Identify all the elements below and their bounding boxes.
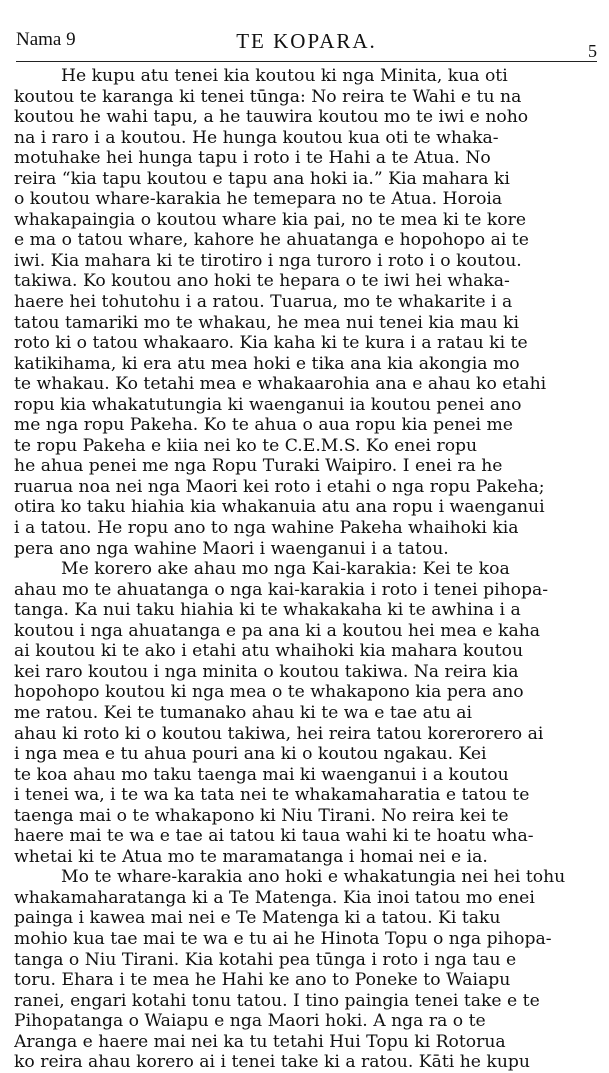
text-line: motuhake hei hunga tapu i roto i te Hahi a te Atua. No	[14, 148, 491, 169]
text-line: Me korero ake ahau mo nga Kai-karakia: Kei te koa	[61, 559, 510, 580]
text-line: tanga o Niu Tirani. Kia kotahi pea tūnga i roto i nga tau e	[14, 949, 517, 970]
text-line: te whakau. Ko tetahi mea e whakaarohia ana e ahau ko etahi	[14, 374, 547, 395]
page-number: 5	[588, 41, 597, 61]
text-line: hopohopo koutou ki nga mea o te whakapono kia pera ano	[14, 682, 524, 703]
text-line: katikihama, ki era atu mea hoki e tika ana kia akongia mo	[14, 353, 520, 374]
text-line: na i raro i a koutou. He hunga koutou kua oti te whaka-	[14, 127, 499, 148]
text-line: Mo te whare-karakia ano hoki e whakatungia nei hei tohu	[61, 867, 566, 888]
text-line: ranei, engari kotahi tonu tatou. I tino paingia tenei take e te	[14, 990, 540, 1011]
text-line: haere mai te wa e tae ai tatou ki taua wahi ki te hoatu wha-	[14, 826, 534, 847]
text-line: i a tatou. He ropu ano to nga wahine Pakeha whaihoki kia	[14, 518, 519, 539]
text-line: e ma o tatou whare, kahore he ahuatanga e hopohopo ai te	[14, 230, 529, 251]
text-line: ko reira ahau korero ai i tenei take ki a ratou. Kāti he kupu	[14, 1052, 530, 1073]
text-line: he ahua penei me nga Ropu Turaki Waipiro. I enei ra he	[14, 456, 503, 477]
text-line: koutou te karanga ki tenei tūnga: No reira te Wahi e tu na	[14, 86, 522, 107]
text-line: haere hei tohutohu i a ratou. Tuarua, mo te whakarite i a	[14, 292, 513, 313]
text-line: te ropu Pakeha e kiia nei ko te C.E.M.S. Ko enei ropu	[14, 435, 478, 456]
text-line: He kupu atu tenei kia koutou ki nga Minita, kua oti	[61, 66, 508, 86]
text-line: whakapaingia o koutou whare kia pai, no te mea ki te kore	[14, 209, 526, 230]
text-line: reira “kia tapu koutou e tapu ana hoki ia.” Kia mahara ki	[14, 168, 510, 189]
text-line: roto ki o tatou whakaaro. Kia kaha ki te kura i a ratau ki te	[14, 333, 528, 354]
text-line: ai koutou ki te ako i etahi atu whaihoki kia mahara koutou	[14, 641, 524, 662]
text-line: takiwa. Ko koutou ano hoki te hepara o te iwi hei whaka-	[14, 271, 510, 292]
text-line: whetai ki te Atua mo te maramatanga i homai nei e ia.	[14, 846, 488, 867]
text-line: me ratou. Kei te tumanako ahau ki te wa e tae atu ai	[14, 702, 473, 723]
text-line: Pihopatanga o Waiapu e nga Maori hoki. A nga ra o te	[14, 1011, 486, 1032]
text-line: koutou i nga ahuatanga e pa ana ki a koutou hei mea e kaha	[14, 620, 541, 641]
text-line: me nga ropu Pakeha. Ko te ahua o aua ropu kia penei me	[14, 415, 513, 436]
text-line: kei raro koutou i nga minita o koutou takiwa. Na reira kia	[14, 661, 519, 682]
text-line: pera ano nga wahine Maori i waenganui i a tatou.	[14, 538, 449, 559]
text-line: i nga mea e tu ahua pouri ana ki o koutou ngakau. Kei	[14, 744, 487, 765]
text-line: koutou he wahi tapu, a he tauwira koutou mo te iwi e noho	[14, 107, 529, 128]
text-line: tatou tamariki mo te whakau, he mea nui tenei kia mau ki	[14, 312, 519, 333]
text-line: toru. Ehara i te mea he Hahi ke ano to Poneke to Waiapu	[14, 970, 511, 991]
text-line: ropu kia whakatutungia ki waenganui ia koutou penei ano	[14, 394, 522, 415]
text-line: iwi. Kia mahara ki te tirotiro i nga turoro i roto i o koutou.	[14, 250, 522, 271]
text-line: i tenei wa, i te wa ka tata nei te whakamaharatia e tatou te	[14, 785, 530, 806]
text-line: ahau ki roto ki o koutou takiwa, hei reira tatou korerorero ai	[14, 723, 544, 744]
text-line: ruarua noa nei nga Maori kei roto i etahi o nga ropu Pakeha;	[14, 476, 545, 497]
page-title: TE KOPARA.	[236, 29, 377, 53]
text-line: mohio kua tae mai te wa e tu ai he Hinota Topu o nga pihopa-	[14, 928, 552, 949]
text-line: whakamaharatanga ki a Te Matenga. Kia inoi tatou mo enei	[14, 887, 535, 908]
issue-number: Nama 9	[16, 29, 76, 50]
text-line: ahau mo te ahuatanga o nga kai-karakia i roto i tenei pihopa-	[14, 579, 549, 600]
text-line: taenga mai o te whakapono ki Niu Tirani. No reira kei te	[14, 805, 509, 826]
page-header	[16, 27, 597, 62]
text-line: Aranga e haere mai nei ka tu tetahi Hui Topu ki Rotorua	[14, 1031, 506, 1052]
text-line: painga i kawea mai nei e Te Matenga ki a tatou. Ki taku	[14, 908, 501, 929]
text-line: otira ko taku hiahia kia whakanuia atu ana ropu i waenganui	[14, 497, 545, 518]
text-line: tanga. Ka nui taku hiahia ki te whakakaha ki te awhina i a	[14, 600, 521, 621]
text-line: o koutou whare-karakia he temepara no te Atua. Horoia	[14, 189, 503, 210]
body-text	[14, 66, 597, 1073]
text-line: te koa ahau mo taku taenga mai ki waenganui i a koutou	[14, 764, 509, 785]
